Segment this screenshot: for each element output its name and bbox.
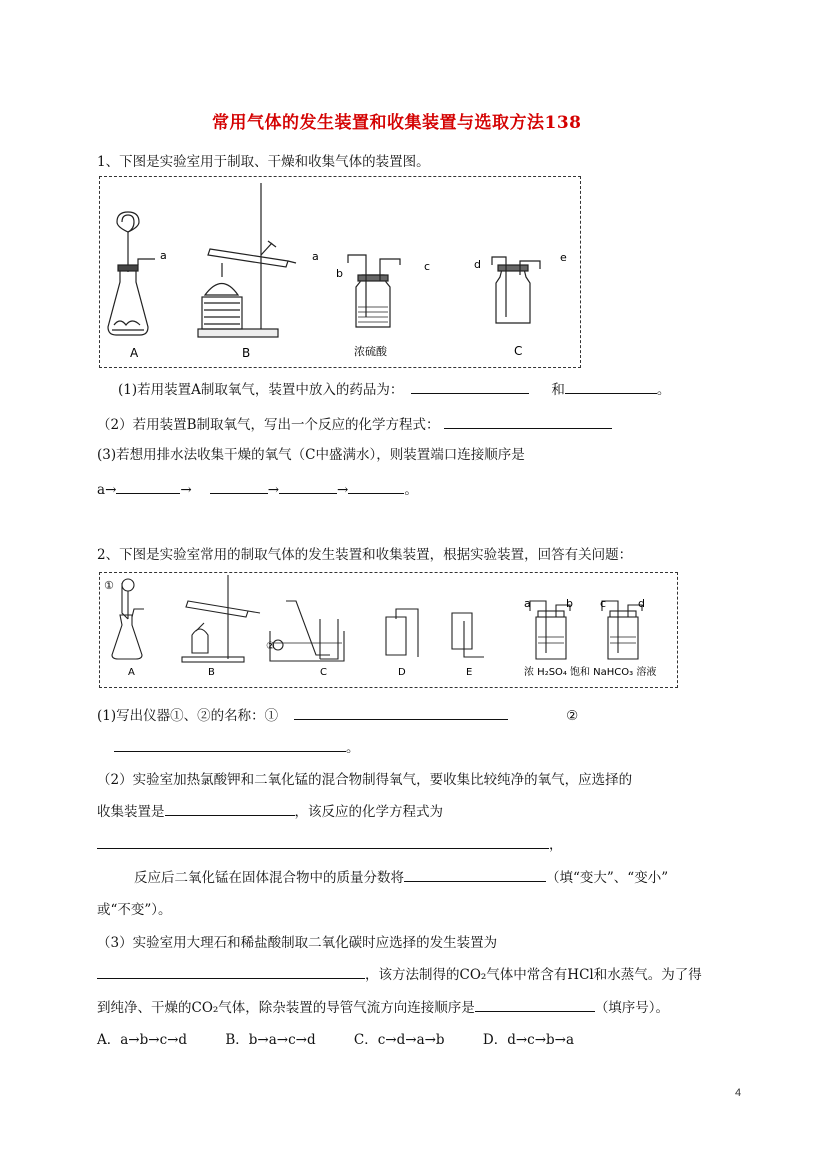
q2-figure-box (99, 572, 678, 688)
q1-part1: (1)若用装置A制取氧气，装置中放入的药品为： 和 。 (118, 382, 671, 398)
label-b: B (208, 667, 215, 678)
option-a[interactable]: A．a→b→c→d (97, 1032, 188, 1048)
q2-part2-line3: ， (97, 833, 563, 853)
label-e: E (466, 667, 473, 678)
q1-stem: 1、下图是实验室用于制取、干燥和收集气体的装置图。 (97, 154, 430, 170)
port-a: a (524, 597, 531, 610)
label-b: B (242, 346, 251, 360)
q2-part1: (1)写出仪器①、②的名称：① ② (97, 708, 579, 724)
q2-part3-line3: 到纯净、干燥的CO₂气体，除杂装置的导管气流方向连接顺序是 （填序号）。 (97, 1000, 670, 1016)
q2-part2-line2: 收集装置是 ，该反应的化学方程式为 (97, 804, 443, 820)
q2-part1-line2: 。 (114, 736, 360, 756)
q2-part2-line5: 或“不变”）。 (97, 902, 172, 918)
label-c: C (514, 344, 523, 358)
answer-blank[interactable] (294, 707, 508, 720)
option-c[interactable]: C．c→d→a→b (353, 1032, 445, 1048)
port-c: c (424, 260, 431, 273)
answer-blank[interactable] (444, 416, 612, 429)
q1-figure-box (99, 176, 581, 368)
answer-blank[interactable] (475, 999, 595, 1012)
label-nongliusuan: 浓硫酸 (354, 345, 387, 358)
q2-stem: 2、下图是实验室常用的制取气体的发生装置和收集装置，根据实验装置，回答有关问题： (97, 547, 633, 563)
q2-apparatus-figure (100, 573, 677, 687)
label-a: A (130, 346, 139, 360)
answer-blank[interactable] (114, 739, 346, 752)
q2-part3-line2: ，该方法制得的CO₂气体中常含有HCl和水蒸气。为了得 (97, 963, 702, 983)
port-a2: a (312, 250, 319, 263)
port-d: d (474, 258, 481, 271)
port-d: d (638, 597, 645, 610)
label-circ2: ② (266, 641, 275, 652)
q2-part2-line1: （2）实验室加热氯酸钾和二氧化锰的混合物制得氧气，要收集比较纯净的氧气，应选择的 (97, 772, 633, 788)
wash-bottle (356, 275, 390, 327)
port-a1: a (160, 249, 167, 262)
answer-blank[interactable] (165, 803, 295, 816)
q1-part3-sequence: a→ → → → 。 (97, 482, 418, 498)
bottle-c (496, 269, 530, 323)
answer-blank[interactable] (210, 481, 268, 494)
port-e: e (560, 251, 567, 264)
answer-blank[interactable] (97, 966, 365, 979)
label-d: D (398, 667, 406, 678)
label-circ1: ① (104, 579, 114, 592)
option-d[interactable]: D．d→c→b→a (482, 1032, 575, 1048)
conical-flask-a (108, 269, 148, 335)
label-a: A (128, 667, 135, 678)
answer-blank[interactable] (97, 836, 549, 849)
q2-part3-line1: （3）实验室用大理石和稀盐酸制取二氧化碳时应选择的发生装置为 (97, 935, 498, 951)
page-number: 4 (735, 1087, 742, 1099)
page-title: 常用气体的发生装置和收集装置与选取方法138 (212, 113, 582, 133)
port-b: b (566, 597, 573, 610)
q1-apparatus-figure (100, 177, 580, 367)
q2-part2-line4: 反应后二氧化锰在固体混合物中的质量分数将 （填“变大”、“变小” (134, 870, 669, 886)
q1-part3: (3)若想用排水法收集干燥的氧气（C中盛满水），则装置端口连接顺序是 (97, 447, 525, 463)
answer-blank[interactable] (348, 481, 404, 494)
answer-blank[interactable] (404, 869, 546, 882)
test-tube-b (208, 249, 288, 267)
port-b: b (336, 267, 343, 280)
answer-blank[interactable] (565, 381, 657, 394)
q2-options (97, 1028, 574, 1048)
label-bottle1: 浓 H₂SO₄ (524, 667, 567, 678)
label-bottle2: 饱和 NaHCO₃ 溶液 (570, 667, 657, 678)
q1-part2: （2）若用装置B制取氧气，写出一个反应的化学方程式： (97, 413, 612, 433)
answer-blank[interactable] (116, 481, 180, 494)
answer-blank[interactable] (411, 381, 529, 394)
answer-blank[interactable] (279, 481, 337, 494)
option-b[interactable]: B．b→a→c→d (225, 1032, 316, 1048)
port-c: c (600, 597, 607, 610)
funnel-a (122, 215, 134, 272)
label-c: C (320, 667, 327, 678)
